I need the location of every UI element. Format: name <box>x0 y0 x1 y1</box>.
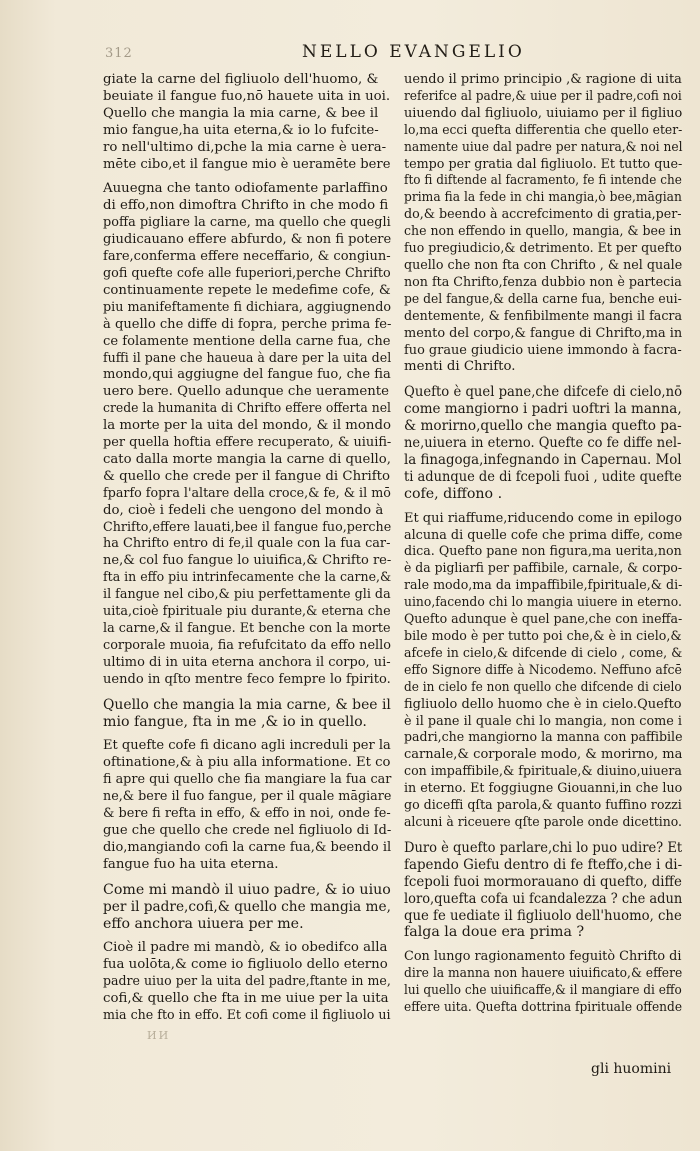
text-line: la finagoga,infegnando in Capernau. Mol <box>404 451 682 468</box>
text-line: ti adunque de di fcepoli fuoi , udite quefte <box>404 468 682 485</box>
scripture-quote <box>404 384 682 502</box>
commentary-paragraph <box>404 72 682 376</box>
text-line: dire la manna non hauere uiuificato,& effere <box>404 966 683 982</box>
text-line: prima fia la fede in chi mangia,ò bee,māgian <box>404 190 682 206</box>
text-line: per il padre,cofi,& quello che mangia me, <box>103 898 391 915</box>
text-line: Come mi mandò il uiuo padre, & io uiuo <box>103 881 391 898</box>
commentary-paragraph <box>103 181 391 688</box>
text-line: tempo per gratia dal figliuolo. Et tutto que- <box>404 156 683 172</box>
text-line: Con lungo ragionamento feguitò Chrifto di <box>404 949 682 965</box>
text-line: giate la carne del figliuolo dell'huomo, & <box>103 72 379 87</box>
text-line: effo Signore diffe à Nicodemo. Neffuno afcē <box>404 662 682 678</box>
text-line: do,& beendo à accrefcimento di gratia,per- <box>404 207 682 223</box>
text-line: gofi quefte cofe alle fuperiori,perche Chrifto <box>103 265 391 281</box>
text-line: Duro è quefto parlare,chi lo puo udire? Et <box>404 839 683 856</box>
text-line: fangue fuo ha uita eterna. <box>103 856 279 872</box>
text-line: poffa pigliare la carne, ma quello che quegli <box>103 215 391 231</box>
text-line: uendo in qſto mentre feco fempre lo fpirito. <box>103 671 391 687</box>
running-head: NELLO EVANGELIO <box>302 42 525 62</box>
text-line: uita,cioè fpirituale piu durante,& eterna che <box>103 604 391 620</box>
text-line: effere uita. Quefta dottrina fpirituale offende <box>404 1000 683 1016</box>
text-line: do, cioè i fedeli che uengono del mondo à <box>103 502 384 518</box>
text-line: con impaffibile,& fpirituale,& diuino,uiuera <box>404 764 682 780</box>
text-line: que fe uediate il figliuolo dell'huomo, che <box>404 907 682 924</box>
text-line: mia che fto in effo. Et cofi come il figliuolo ui <box>103 1008 391 1024</box>
text-line: corporale muoia, fia refufcitato da effo nello <box>103 637 392 653</box>
text-line: Quefto adunque è quel pane,che con ineffa- <box>404 612 683 628</box>
text-line: ne,& col fuo fangue lo uiuifica,& Chrifto re- <box>103 553 392 569</box>
text-line: Quello che mangia la mia carne, & bee il <box>103 105 379 121</box>
text-line: fapendo Giefu dentro di fe fteffo,che i di- <box>404 856 683 873</box>
text-line: & quello che crede per il fangue di Chrifto <box>103 468 391 484</box>
text-line: piu manifeftamente fi dichiara, aggiugnendo <box>103 299 392 315</box>
text-line: fparfo fopra l'altare della croce,& fe, & il mō <box>103 485 391 501</box>
text-line: il fangue nel cibo,& piu perfettamente gli da <box>103 587 391 603</box>
text-line: ne,uiuera in eterno. Quefte co fe diffe nel- <box>404 435 682 452</box>
text-line: lo,ma ecci quefta differentia che quello eter- <box>404 122 683 138</box>
text-line: giudicauano effere abfurdo, & non fi potere <box>103 232 392 248</box>
text-line: Et quefte cofe fi dicano agli increduli per la <box>103 738 391 754</box>
text-line: fto fi diftende al facramento, fe fi intende che <box>404 173 682 189</box>
commentary-paragraph <box>103 72 391 173</box>
text-line: padre uiuo per la uita del padre,ftante in me, <box>103 974 391 990</box>
text-line: uino,facendo chi lo mangia uiuere in eterno. <box>404 595 682 611</box>
text-line: bile modo è per tutto poi che,& è in cielo,& <box>404 629 682 644</box>
text-line: cofe, diffono . <box>404 485 503 502</box>
text-line: fua uolōta,& come io figliuolo dello eterno <box>103 957 388 973</box>
scripture-quote <box>404 840 682 941</box>
text-line: dica. Quefto pane non figura,ma uerita,non <box>404 544 682 560</box>
text-line: ultimo di in uita eterna anchora il corpo, ui- <box>103 654 391 670</box>
text-line: la carne,& il fangue. Et benche con la morte <box>103 621 391 636</box>
text-line: fuo graue giudicio uiene immondo à facra- <box>404 342 682 358</box>
text-line: namente uiue dal padre per natura,& noi nel <box>404 139 683 155</box>
text-line: pe del fangue,& della carne fua, benche eui- <box>404 291 682 307</box>
text-line: fcepoli fuoi mormorauano di quefto, diffe <box>404 873 682 890</box>
left-column <box>103 72 391 1033</box>
text-line: come mangiorno i padri uoftri la manna, <box>404 401 682 418</box>
commentary-paragraph <box>404 511 682 832</box>
text-line: dio,mangiando cofi la carne fua,& beendo il <box>103 839 392 855</box>
text-line: & bere fi refta in effo, & effo in noi, onde fe- <box>103 806 391 822</box>
text-line: carnale,& corporale modo, & morirno, ma <box>404 747 683 763</box>
text-line: che non effendo in quello, mangia, & bee in <box>404 224 682 240</box>
text-line: Et qui riaffume,riducendo come in epilogo <box>404 510 682 526</box>
text-line: è da pigliarfi per paffibile, carnale, & corpo- <box>404 561 683 577</box>
text-line: à quello che diffe di fopra, perche prima fe- <box>103 316 392 332</box>
text-line: alcuni à riceuere qſte parole onde dicettino. <box>404 814 682 830</box>
text-line: effo anchora uiuera per me. <box>103 915 304 932</box>
commentary-paragraph <box>103 940 391 1025</box>
text-line: fuffi il pane che haueua à dare per la uita del <box>103 350 392 366</box>
text-line: alcuna di quelle cofe che prima diffe, come <box>404 527 683 543</box>
text-line: ne,& bere il fuo fangue, per il quale māgiare <box>103 789 392 805</box>
text-line: ha Chrifto entro di fe,il quale con la fua car- <box>103 536 391 552</box>
text-line: mondo,qui aggiugne del fangue fuo, che fia <box>103 367 391 383</box>
text-line: fi apre qui quello che fia mangiare la fua car <box>103 772 392 788</box>
text-line: per quella hoftia effere recuperato, & uiuifi- <box>103 435 392 451</box>
text-line: mento del corpo,& fangue di Chrifto,ma in <box>404 325 683 341</box>
text-line: rale modo,ma da impaffibile,fpirituale,& di- <box>404 578 683 594</box>
text-line: lui quello che uiuificaffe,& il mangiare di effo <box>404 983 682 999</box>
text-line: fare,conferma effere neceffario, & congiun- <box>103 249 391 265</box>
text-line: menti di Chrifto. <box>404 359 516 375</box>
catchword: gli huomini <box>591 1061 672 1077</box>
text-line: cofi,& quello che fta in me uiue per la uita <box>103 991 389 1007</box>
text-line: ro nell'ultimo di,pche la mia carne è uera- <box>103 139 387 155</box>
text-line: è il pane il quale chi lo mangia, non come i <box>404 713 683 729</box>
page-number: 312 <box>105 46 133 61</box>
text-line: Quefto è quel pane,che difcefe di cielo,nō <box>404 384 683 401</box>
text-line: cato dalla morte mangia la carne di quello, <box>103 451 391 467</box>
text-line: dentemente, & fenfibilmente mangi il facra <box>404 308 683 324</box>
text-line: falga la doue era prima ? <box>404 924 585 941</box>
text-line: uero bere. Quello adunque che ueramente <box>103 384 389 400</box>
text-line: mio fangue, fta in me ,& io in quello. <box>103 713 367 730</box>
text-line: de in cielo fe non quello che difcende di cielo <box>404 679 682 695</box>
text-line: mēte cibo,et il fangue mio è ueramēte bere <box>103 156 391 172</box>
text-line: mio fangue,ha uita eterna,& io lo fufcite- <box>103 122 379 138</box>
text-line: & morirno,quello che mangia quefto pa- <box>404 418 682 435</box>
text-line: fta in effo piu intrinfecamente che la carne,& <box>103 570 392 586</box>
text-line: fuo pregiudicio,& detrimento. Et per quefto <box>404 241 682 257</box>
text-line: padri,che mangiorno la manna con paffibile <box>404 730 683 746</box>
text-line: oftinatione,& à piu alla informatione. Et co <box>103 755 391 771</box>
text-line: continuamente repete le medefime cofe, & <box>103 282 391 298</box>
commentary-paragraph <box>404 949 682 1017</box>
scripture-quote <box>103 882 391 933</box>
text-line: uendo il primo principio ,& ragione di uita <box>404 72 682 87</box>
text-line: referifce al padre,& uiue per il padre,cofi noi <box>404 88 682 104</box>
text-line: ce folamente mentione della carne fua, che <box>103 333 391 349</box>
text-line: in eterno. Et foggiugne Giouanni,in che luo <box>404 781 683 797</box>
text-line: afcefe in cielo,& difcende di cielo , come, & <box>404 645 683 661</box>
text-line: Cioè il padre mi mandò, & io obedifco alla <box>103 940 388 956</box>
text-line: la morte per la uita del mondo, & il mondo <box>103 418 391 434</box>
text-line: gue che quello che crede nel figliuolo di Id- <box>103 822 392 838</box>
text-line: loro,quefta cofa ui fcandalezza ? che adun <box>404 890 683 907</box>
text-line: beuiate il fangue fuo,nō hauete uita in uoi. <box>103 88 391 104</box>
text-line: crede la humanita di Chrifto effere offerta nel <box>103 401 391 417</box>
text-line: Quello che mangia la mia carne, & bee il <box>103 696 391 713</box>
text-line: quello che non fta con Chrifto , & nel quale <box>404 257 683 273</box>
scripture-quote <box>103 697 391 731</box>
right-column <box>404 72 682 1025</box>
text-line: figliuolo dello huomo che è in cielo.Quefto <box>404 696 682 712</box>
text-line: Auuegna che tanto odiofamente parlaffino <box>103 181 388 197</box>
commentary-paragraph <box>103 738 391 873</box>
text-line: Chrifto,effere lauati,bee il fangue fuo,perche <box>103 519 392 535</box>
bleed-through-text: ИИ <box>147 1029 171 1042</box>
text-line: non fta Chrifto,fenza dubbio non è partecia <box>404 274 682 290</box>
text-line: uiuendo dal figliuolo, uiuiamo per il figliuo <box>404 105 683 121</box>
text-line: di effo,non dimoftra Chrifto in che modo fi <box>103 198 389 214</box>
text-line: go diceffi qſta parola,& quanto fuffino rozzi <box>404 798 682 814</box>
